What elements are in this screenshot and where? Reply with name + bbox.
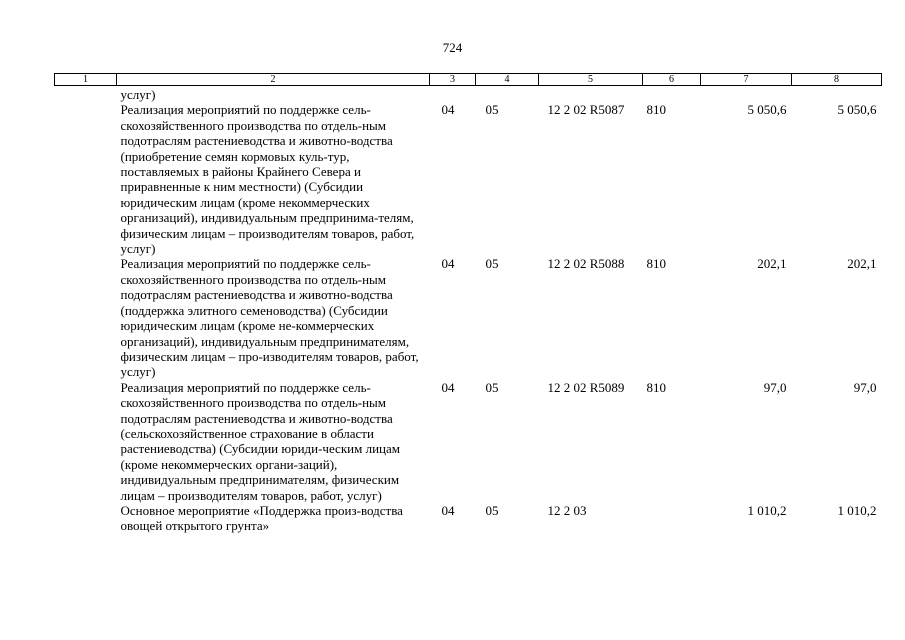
row-amount-2: 202,1 <box>847 256 877 272</box>
column-header: 7 <box>701 74 792 86</box>
row-description: Основное мероприятие «Поддержка произ-водства овощей открытого грунта» <box>120 502 403 534</box>
row-amount-1: 202,1 <box>757 256 787 272</box>
continuation-text: услуг) <box>120 87 156 102</box>
row-expense-type: 810 <box>646 256 666 272</box>
row-section: 04 <box>441 102 455 118</box>
row-expense-type <box>643 503 701 534</box>
row-target-code: 12 2 02 R5087 <box>547 102 625 118</box>
column-header: 2 <box>117 74 430 86</box>
row-description: Реализация мероприятий по поддержке сель-скохозяйственного производства по отдель-ным подотраслям растениеводства и животно-водства (сельскохозяйственное страхование в области растениеводства) (Субсидии юриди-ческим лицам (кроме некоммерческих органи-заций), индивидуальным предпринимателям, физическим лицам – производителям товаров, работ, услуг) <box>120 379 400 503</box>
row-amount-1: 97,0 <box>763 379 787 395</box>
row-section: 04 <box>441 379 455 395</box>
table-row <box>55 102 882 256</box>
column-number-header-row <box>55 74 882 86</box>
column-header: 6 <box>643 74 701 86</box>
row-target-code: 12 2 02 R5088 <box>547 256 625 272</box>
budget-table <box>54 73 882 534</box>
page-number: 724 <box>442 40 463 55</box>
row-expense-type: 810 <box>646 379 666 395</box>
row-section: 04 <box>441 256 455 272</box>
column-header: 8 <box>792 74 882 86</box>
row-target-code: 12 2 02 R5089 <box>547 379 625 395</box>
table-row <box>55 256 882 379</box>
column-header: 4 <box>476 74 539 86</box>
row-amount-2: 5 050,6 <box>837 102 877 118</box>
row-amount-2: 1 010,2 <box>837 502 877 518</box>
row-amount-1: 1 010,2 <box>747 502 787 518</box>
row-amount-1: 5 050,6 <box>747 102 787 118</box>
column-header: 5 <box>539 74 643 86</box>
row-subsection: 05 <box>485 256 499 272</box>
row-expense-type: 810 <box>646 102 666 118</box>
row-subsection: 05 <box>485 379 499 395</box>
row-amount-2: 97,0 <box>853 379 877 395</box>
row-subsection: 05 <box>485 102 499 118</box>
table-row <box>55 380 882 503</box>
row-description: Реализация мероприятий по поддержке сель-скохозяйственного производства по отдель-ным подотраслям растениеводства и животно-водства (поддержка элитного семеноводства) (Субсидии юридическим лицам (кроме не-коммерческих организаций), индивидуальным предпринимателям, физическим лицам – про-изводителям товаров, работ, услуг) <box>120 256 419 380</box>
column-header: 3 <box>430 74 476 86</box>
table-row <box>55 503 882 534</box>
row-section: 04 <box>441 502 455 518</box>
column-header: 1 <box>55 74 117 86</box>
row-target-code: 12 2 03 <box>547 502 587 518</box>
row-description: Реализация мероприятий по поддержке сель-скохозяйственного производства по отдель-ным подотраслям растениеводства и животно-водства (приобретение семян кормовых куль-тур, поставляемых в районы Крайнего Севера и приравненные к ним местности) (Субсидии юридическим лицам (кроме некоммерческих организаций), индивидуальным предпринима-телям, физическим лицам – производителям товаров, работ, услуг) <box>120 102 415 257</box>
row-subsection: 05 <box>485 502 499 518</box>
continuation-row <box>55 86 882 103</box>
